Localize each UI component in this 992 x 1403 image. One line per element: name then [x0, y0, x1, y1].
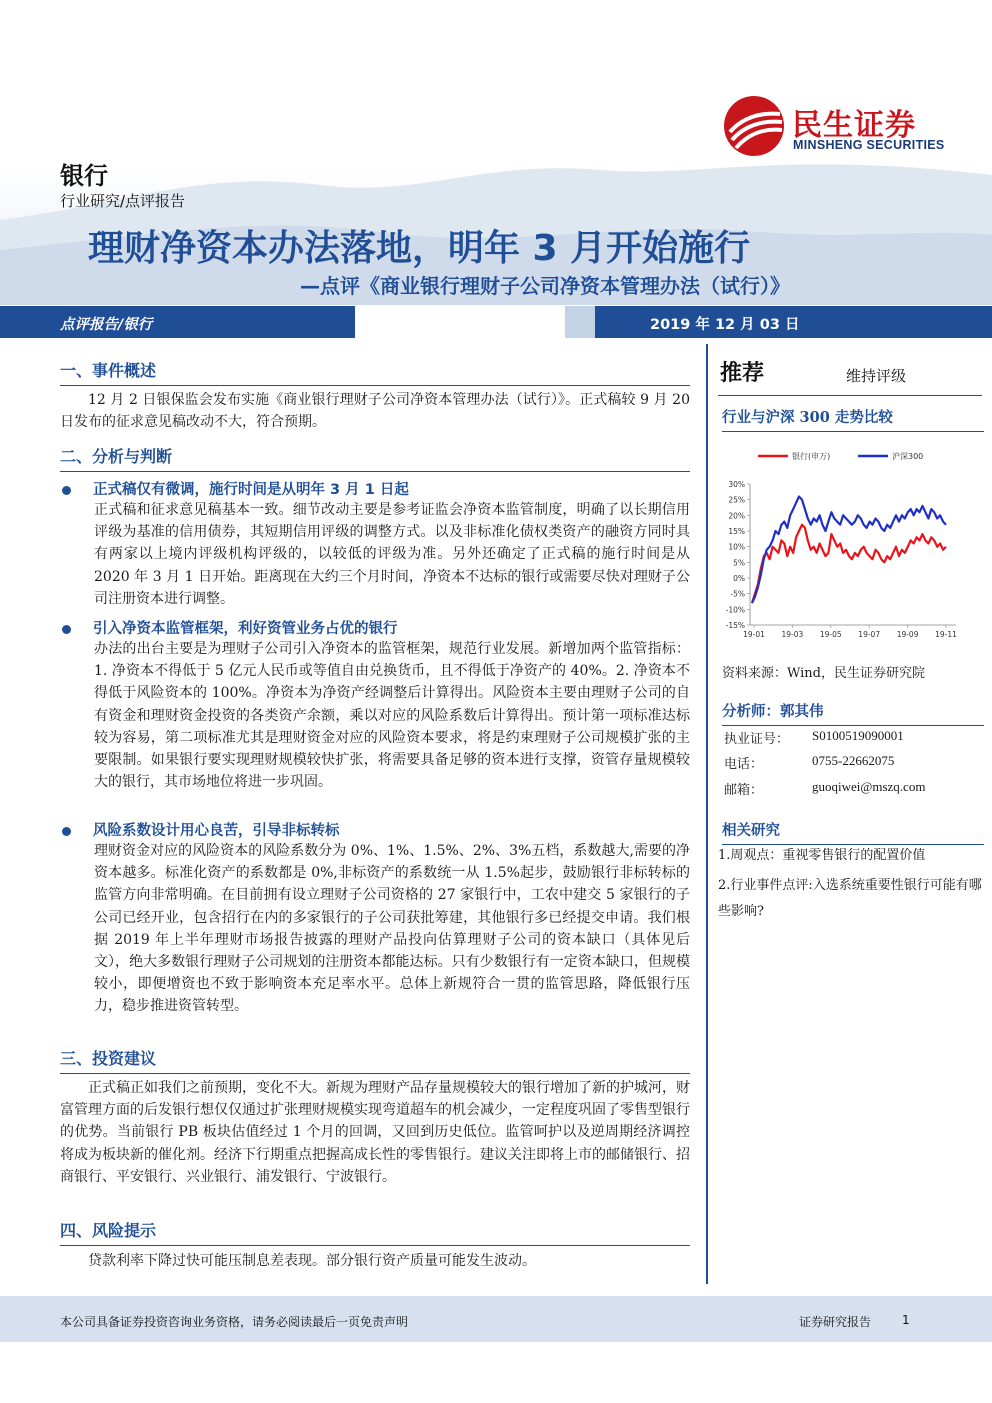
bullet-dot-icon [62, 827, 71, 836]
chart-series-line [752, 525, 946, 603]
chart-y-tick-label: -10% [725, 605, 745, 615]
chart-y-tick-label: 20% [728, 511, 745, 521]
phone-label: 电话： [724, 757, 764, 772]
bullet-heading-3 [60, 819, 340, 840]
chart-legend-label: 银行(申万) [792, 452, 831, 461]
section-heading-3: 三、投资建议 [60, 1046, 690, 1074]
chart-y-tick-label: -15% [725, 621, 745, 630]
bullet-heading-2 [60, 617, 398, 638]
chart-x-tick-label: 19-03 [781, 630, 804, 639]
chart-y-tick-label: 25% [728, 495, 745, 505]
rating: 推荐 [720, 361, 765, 386]
report-type: 行业研究/点评报告 [60, 192, 186, 210]
email-value[interactable]: guoqiwei@mszq.com [812, 779, 926, 794]
chart-heading: 行业与沪深 300 走势比较 [722, 406, 984, 432]
bar-report-date: 2019 年 12 月 03 日 [650, 317, 800, 333]
chart-x-tick-label: 19-07 [858, 630, 881, 639]
section-heading-2: 二、分析与判断 [60, 444, 690, 472]
bar-report-category: 点评报告/银行 [60, 317, 153, 333]
logo-text: 民生证券 [792, 108, 916, 143]
page-number: 1 [902, 1313, 910, 1327]
bar-stripe [355, 306, 565, 338]
related-item-1[interactable]: 1.周观点：重视零售银行的配置价值 [718, 848, 926, 863]
report-subtitle: —点评《商业银行理财子公司净资本管理办法（试行）》 [300, 274, 790, 298]
footer-disclaimer: 本公司具备证券投资咨询业务资格，请务必阅读最后一页免责声明 [60, 1315, 409, 1329]
bullet-2-paragraph: 办法的出台主要是为理财子公司引入净资本的监管框架，规范行业发展。新增加两个监管指标：1. 净资本不得低于 5 亿元人民币或等值自由兑换货币，且不得低于净资产的 40%。2. 净资本不得低于风险资本的 100%。净资本为净资产经调整后计算得出。风险资本主要由理财子公司的自有资金和理财资金投资的各类资产余额，乘以对应的风险系数后计算得出。预计第一项标准达标较为容易，第二项标准尤其是理财资金对应的风险资本要求，将是约束理财子公司规模扩张的主要限制。如果银行要实现理财规模较快扩张，将需要具备足够的资本进行支撑，资管存量规模较大的银行，其市场地位将进一步巩固。 [94, 641, 690, 791]
chart-legend-label: 沪深300 [892, 452, 924, 461]
section-1-paragraph: 12 月 2 日银保监会发布实施《商业银行理财子公司净资本管理办法（试行）》。正式稿较 9 月 20 日发布的征求意见稿改动不大，符合预期。 [60, 392, 690, 431]
related-item-2[interactable]: 2.行业事件点评:入选系统重要性银行可能有哪些影响? [718, 878, 982, 919]
chart-y-tick-label: 0% [733, 574, 745, 583]
chart-y-tick-label: 5% [733, 558, 745, 568]
bullet-3-paragraph: 理财资金对应的风险资本的风险系数分为 0%、1%、1.5%、2%、3%五档，系数越大,需要的净资本越多。标准化资产的系数都是 0%,非标资产的系数统一从 1.5%起步，鼓励银行非标转标的监管方向非常明确。在目前拥有设立理财子公司资格的 27 家银行中，工农中建交 5 家银行的子公司已经开业，包含招行在内的多家银行的子公司获批筹建，其他银行多已经提交申请。我们根据 2019 年上半年理财市场报告披露的理财产品投向估算理财子公司的资本缺口（具体见后文），绝大多数银行理财子公司规划的注册资本都能达标。只有少数银行有一定资本缺口，但规模较小，即便增资也不致于影响资本充足率水平。总体上新规符合一贯的监管思路，降低银行压力，稳步推进资管转型。 [94, 843, 690, 1015]
cert-label: 执业证号： [724, 732, 790, 747]
chart-y-tick-label: 10% [728, 542, 745, 552]
bullet-dot-icon [62, 486, 71, 495]
section-heading-4: 四、风险提示 [60, 1218, 690, 1246]
bar-stripe-accent [565, 306, 595, 338]
chart-x-tick-label: 19-01 [743, 630, 765, 639]
section-heading-1: 一、事件概述 [60, 358, 690, 386]
logo-subtext: MINSHENG SECURITIES [793, 138, 945, 152]
bullet-heading-1 [60, 478, 409, 499]
chart-y-tick-label: 30% [728, 480, 745, 489]
industry-label: 银行 [60, 162, 108, 190]
section-4-paragraph: 贷款利率下降过快可能压制息差表现。部分银行资产质量可能发生波动。 [88, 1253, 536, 1269]
related-heading: 相关研究 [722, 819, 984, 845]
report-title: 理财净资本办法落地，明年 3 月开始施行 [88, 228, 751, 269]
cert-value: S0100519090001 [812, 728, 904, 743]
phone-value: 0755-22662075 [812, 753, 895, 768]
bullet-heading-1-text: 正式稿仅有微调，施行时间是从明年 3 月 1 日起 [93, 482, 409, 498]
bullet-heading-2-text: 引入净资本监管框架，利好资管业务占优的银行 [93, 621, 398, 637]
chart-x-tick-label: 19-05 [819, 630, 842, 639]
column-divider [706, 344, 708, 1284]
analyst-heading: 分析师：郭其伟 [722, 700, 984, 726]
chart-y-tick-label: -5% [730, 589, 745, 599]
chart-x-tick-label: 19-09 [896, 630, 919, 639]
trend-chart [718, 440, 984, 650]
bullet-heading-3-text: 风险系数设计用心良苦，引导非标转标 [93, 823, 340, 839]
bullet-1-paragraph: 正式稿和征求意见稿基本一致。细节改动主要是参考证监会净资本监管制度，明确了以长期信用评级为基准的信用债券，其短期信用评级的调整方式。以及非标准化债权类资产的融资方同时具有两家以上境内评级机构评级的，以较低的评级为准。另外还确定了正式稿的施行时间是从 2020 年 3 月 1 日开始。距离现在大约三个月时间，净资本不达标的银行或需要尽快对理财子公司注册资本进行调整。 [94, 502, 690, 607]
chart-series-line [752, 497, 946, 604]
chart-x-tick-label: 19-11 [935, 630, 957, 639]
section-3-paragraph: 正式稿正如我们之前预期，变化不大。新规为理财产品存量规模较大的银行增加了新的护城河，财富管理方面的后发银行想仅仅通过扩张理财规模实现弯道超车的机会减少，一定程度巩固了零售型银行的优势。当前银行 PB 板块估值经过 1 个月的回调，又回到历史低位。监管呵护以及逆周期经济调控将成为板块新的催化剂。经济下行期重点把握高成长性的零售银行。建议关注即将上市的邮储银行、招商银行、平安银行、兴业银行、浦发银行、宁波银行。 [60, 1080, 690, 1185]
rating-sub: 维持评级 [846, 367, 907, 385]
chart-y-tick-label: 15% [728, 527, 745, 536]
email-label: 邮箱： [724, 783, 764, 798]
bullet-dot-icon [62, 625, 71, 634]
chart-source: 资料来源：Wind，民生证券研究院 [722, 666, 925, 681]
footer-label: 证券研究报告 [799, 1315, 872, 1329]
